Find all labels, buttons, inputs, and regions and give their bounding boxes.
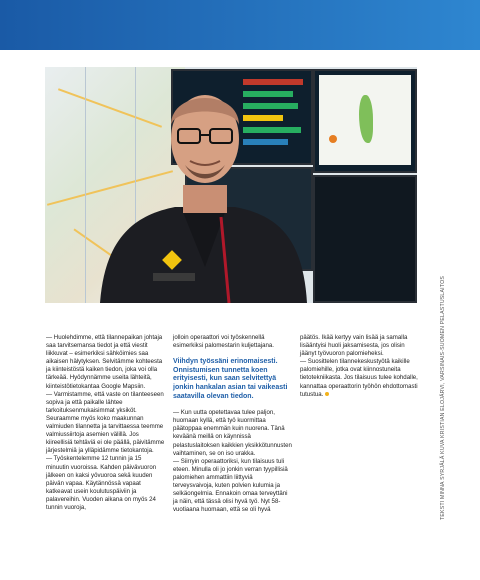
article-column-3 xyxy=(300,334,420,399)
paragraph: — Siirryin operaattoriksi, kun tilaisuus tuli eteen. Minulla oli jo jonkin verran tyypillisiä palomiehen ammattiin liittyviä terveysvaivoja, kuten polvien kulumia ja selkäongelmia. Ennakoin omaa terveyttäni ja näin, että tässä olisi hyvä työ. Nyt 58-vuotiaana huomaan, että se oli hyvä xyxy=(173,457,288,514)
paragraph xyxy=(300,358,420,398)
photo-credit: TEKSTI MINNA SYRJÄLÄ KUVA KRISTIAN ELOJÄRVI, VARSINAIS-SUOMEN PELASTUSLAITOS xyxy=(440,276,446,520)
article-column-2 xyxy=(173,334,293,514)
paragraph: jolloin operaattori voi työskennellä esimerkiksi palomestarin kuljettajana. xyxy=(173,334,274,350)
pull-quote: Viihdyn työssäni erinomaisesti. Onnistumisen tunnetta koen erityisesti, kun saan selvitettyä jonkin hankalan asian tai vaikeasti saatavilla olevan tiedon. xyxy=(173,358,288,400)
paragraph: päätös. Ikää kertyy vain lisää ja samalla lisääntyisi huoli jaksamisesta, jos olisin jäänyt työvuoron palomieheksi. xyxy=(300,334,408,358)
paragraph: — Varmistamme, että vaste on tilanteeseen sopiva ja että paikalle lähtee tarkoituksenmukaisimmat yksiköt. Seuraamme myös koko maakunnan valmiuden tilannetta ja tarvittaessa teemme valmiussiirtoja asemien välillä. Jos kiireellisiä tehtäviä ei ole päällä, päivitämme järjestelmiä ja ylläpidämme tietokantoja. xyxy=(46,390,165,455)
paragraph: — Kun uutta opetettavaa tulee paljon, huomaan kyllä, että työ kuormittaa päätoppaa enemmän kuin nuorena. Tänä keväänä meillä on käynnissä pelastuslaitoksen kaikkien yksikkötunnusten vaihtaminen, se on iso urakka. xyxy=(173,409,292,457)
article-photo xyxy=(45,67,417,303)
end-mark-icon xyxy=(325,392,329,396)
operator-portrait xyxy=(45,67,417,303)
header-color-band xyxy=(0,0,480,50)
paragraph: — Työskentelemme 12 tunnin ja 15 minuutin vuoroissa. Kahden päivävuoron jälkeen on kaksi yövuoroa sekä kuuden päivän vapaa. Käytännössä vapaat katkeavat usein koulutuspäiviin ja palavereihin. Vuoden aikana on myös 24 tunnin vuoroja, xyxy=(46,455,157,511)
paragraph-text: — Suosittelen tilannekeskustyötä kaikille palomiehille, jotka ovat kiinnostuneita tietotekniikasta. Jos tilaisuus tulee kohdalle, kannattaa operaattorin työhön ehdottomasti tutustua. xyxy=(300,358,418,398)
article-column-1 xyxy=(46,334,166,512)
paragraph: — Huolehdimme, että tilannepaikan johtaja saa tarvitsemansa tiedot ja että viestit liikkuvat – esimerkiksi sähköimies saa aikaisen hälytyksen. Selvitämme kohteesta ja kiinteistöstä kaiken tiedon, joka voi olla tärkeää. Hyödynnämme useita lähteitä, kiinteistötietokantaa Google Mapsiin. xyxy=(46,334,163,390)
